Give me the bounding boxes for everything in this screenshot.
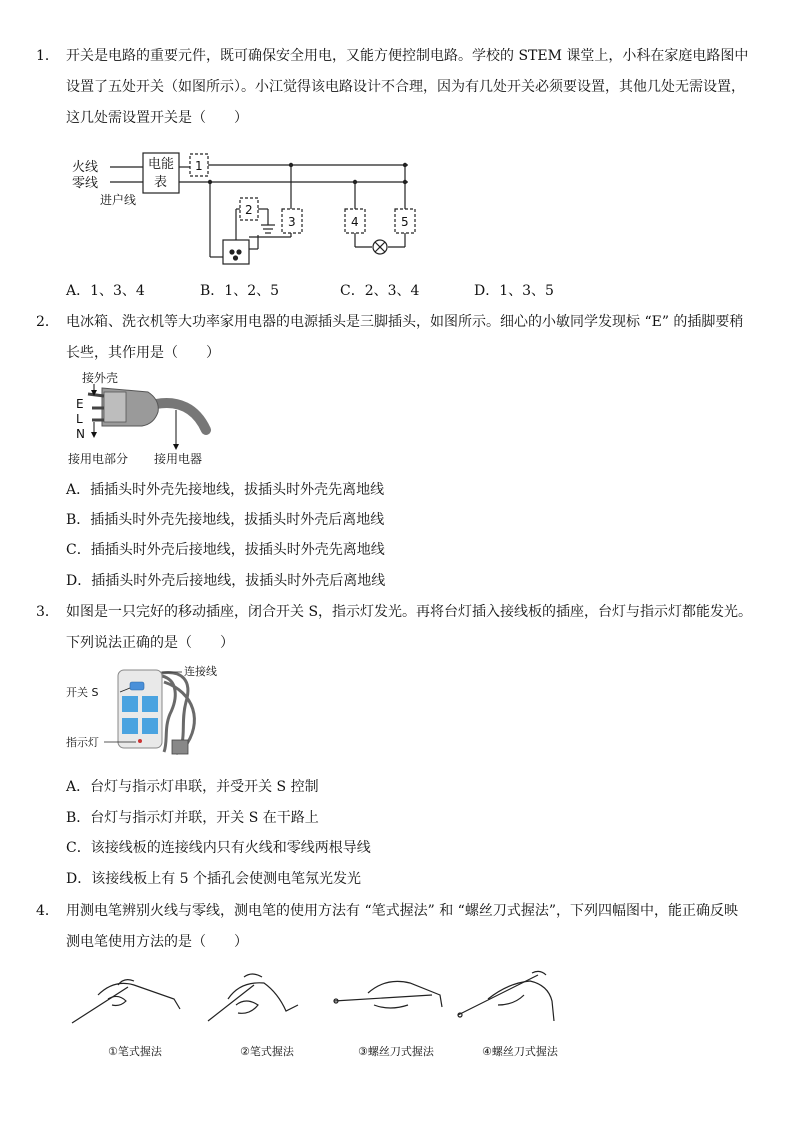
switch-5-label: 5: [401, 215, 409, 229]
q2-option-c[interactable]: C．插插头时外壳后接地线，拔插头时外壳先离地线: [66, 542, 385, 558]
meter-label-bottom: 表: [154, 175, 168, 190]
meter-label-top: 电能: [148, 157, 175, 172]
switch-3-label: 3: [288, 215, 296, 229]
entry-wire-label: 进户线: [100, 193, 137, 207]
q3-option-c[interactable]: C．该接线板的连接线内只有火线和零线两根导线: [66, 840, 371, 856]
grip-figure-2: [208, 974, 298, 1021]
switch-2-label: 2: [245, 203, 253, 217]
grip-figure-4: [458, 971, 554, 1021]
q4-grip-figures: [68, 965, 568, 1031]
q3-text-line1: 如图是一只完好的移动插座，闭合开关 S，指示灯发光。再将台灯插入接线板的插座，台灯与指示灯都能发光。: [66, 604, 753, 620]
q3-number: 3．: [36, 604, 59, 620]
q2-option-d[interactable]: D．插插头时外壳后接地线，拔插头时外壳后离地线: [66, 573, 386, 589]
q3-option-a[interactable]: A．台灯与指示灯串联，并受开关 S 控制: [66, 779, 319, 795]
switch-1-label: 1: [195, 159, 203, 173]
q4-caption-2: ②笔式握法: [240, 1045, 294, 1058]
q4-text-line2: 测电笔使用方法的是（ ）: [66, 934, 248, 950]
q2-option-b[interactable]: B．插插头时外壳先接地线，拔插头时外壳后离地线: [66, 512, 385, 528]
q1-text-line3: 这几处需设置开关是（ ）: [66, 110, 248, 126]
indicator-label: 指示灯: [66, 736, 99, 749]
grip-figure-3: [334, 981, 442, 1008]
power-part-label: 接用电部分: [68, 452, 129, 466]
q1-option-d[interactable]: D．1、3、5: [474, 283, 554, 299]
q1-option-b[interactable]: B．1、2、5: [200, 283, 280, 299]
switch-s-label: 开关 S: [66, 686, 99, 699]
q3-option-d[interactable]: D．该接线板上有 5 个插孔会使测电笔氖光发光: [66, 871, 362, 887]
q1-option-a[interactable]: A．1、3、4: [66, 283, 145, 299]
q3-text-line2: 下列说法正确的是（ ）: [66, 635, 234, 651]
switch-4-label: 4: [351, 215, 359, 229]
q3-option-b[interactable]: B．台灯与指示灯并联，开关 S 在干路上: [66, 810, 319, 826]
appliance-label: 接用电器: [154, 452, 203, 466]
cord-label: 连接线: [184, 665, 217, 678]
q2-plug-figure: [68, 370, 228, 470]
q4-text-line1: 用测电笔辨别火线与零线，测电笔的使用方法有 “笔式握法” 和 “螺丝刀式握法”，下列四幅图中，能正确反映: [66, 903, 738, 919]
q2-number: 2．: [36, 314, 59, 330]
grip-figure-1: [72, 980, 180, 1023]
q1-circuit-diagram: [68, 145, 428, 270]
q2-text-line1: 电冰箱、洗衣机等大功率家用电器的电源插头是三脚插头，如图所示。细心的小敏同学发现标 “E” 的插脚要稍: [66, 314, 744, 330]
live-wire-label: 火线: [72, 160, 99, 175]
q3-power-strip-figure: [64, 662, 234, 762]
q1-text-line2: 设置了五处开关（如图所示）。小江觉得该电路设计不合理，因为有几处开关必须要设置，其他几处无需设置，: [66, 79, 745, 95]
q4-caption-4: ④螺丝刀式握法: [482, 1045, 558, 1058]
q4-caption-1: ①笔式握法: [108, 1045, 162, 1058]
pin-l-label: L: [76, 412, 83, 426]
q1-number: 1．: [36, 48, 59, 64]
neutral-wire-label: 零线: [72, 176, 99, 191]
q2-text-line2: 长些，其作用是（ ）: [66, 345, 220, 361]
q1-option-c[interactable]: C．2、3、4: [340, 283, 420, 299]
q4-caption-3: ③螺丝刀式握法: [358, 1045, 434, 1058]
pin-e-label: E: [76, 397, 84, 411]
pin-n-label: N: [76, 427, 85, 441]
q4-number: 4．: [36, 903, 59, 919]
q1-text-line1: 开关是电路的重要元件，既可确保安全用电，又能方便控制电路。学校的 STEM 课堂上，小科在家庭电路图中: [66, 48, 749, 64]
shell-label: 接外壳: [82, 371, 119, 385]
q2-option-a[interactable]: A．插插头时外壳先接地线，拔插头时外壳先离地线: [66, 482, 385, 498]
